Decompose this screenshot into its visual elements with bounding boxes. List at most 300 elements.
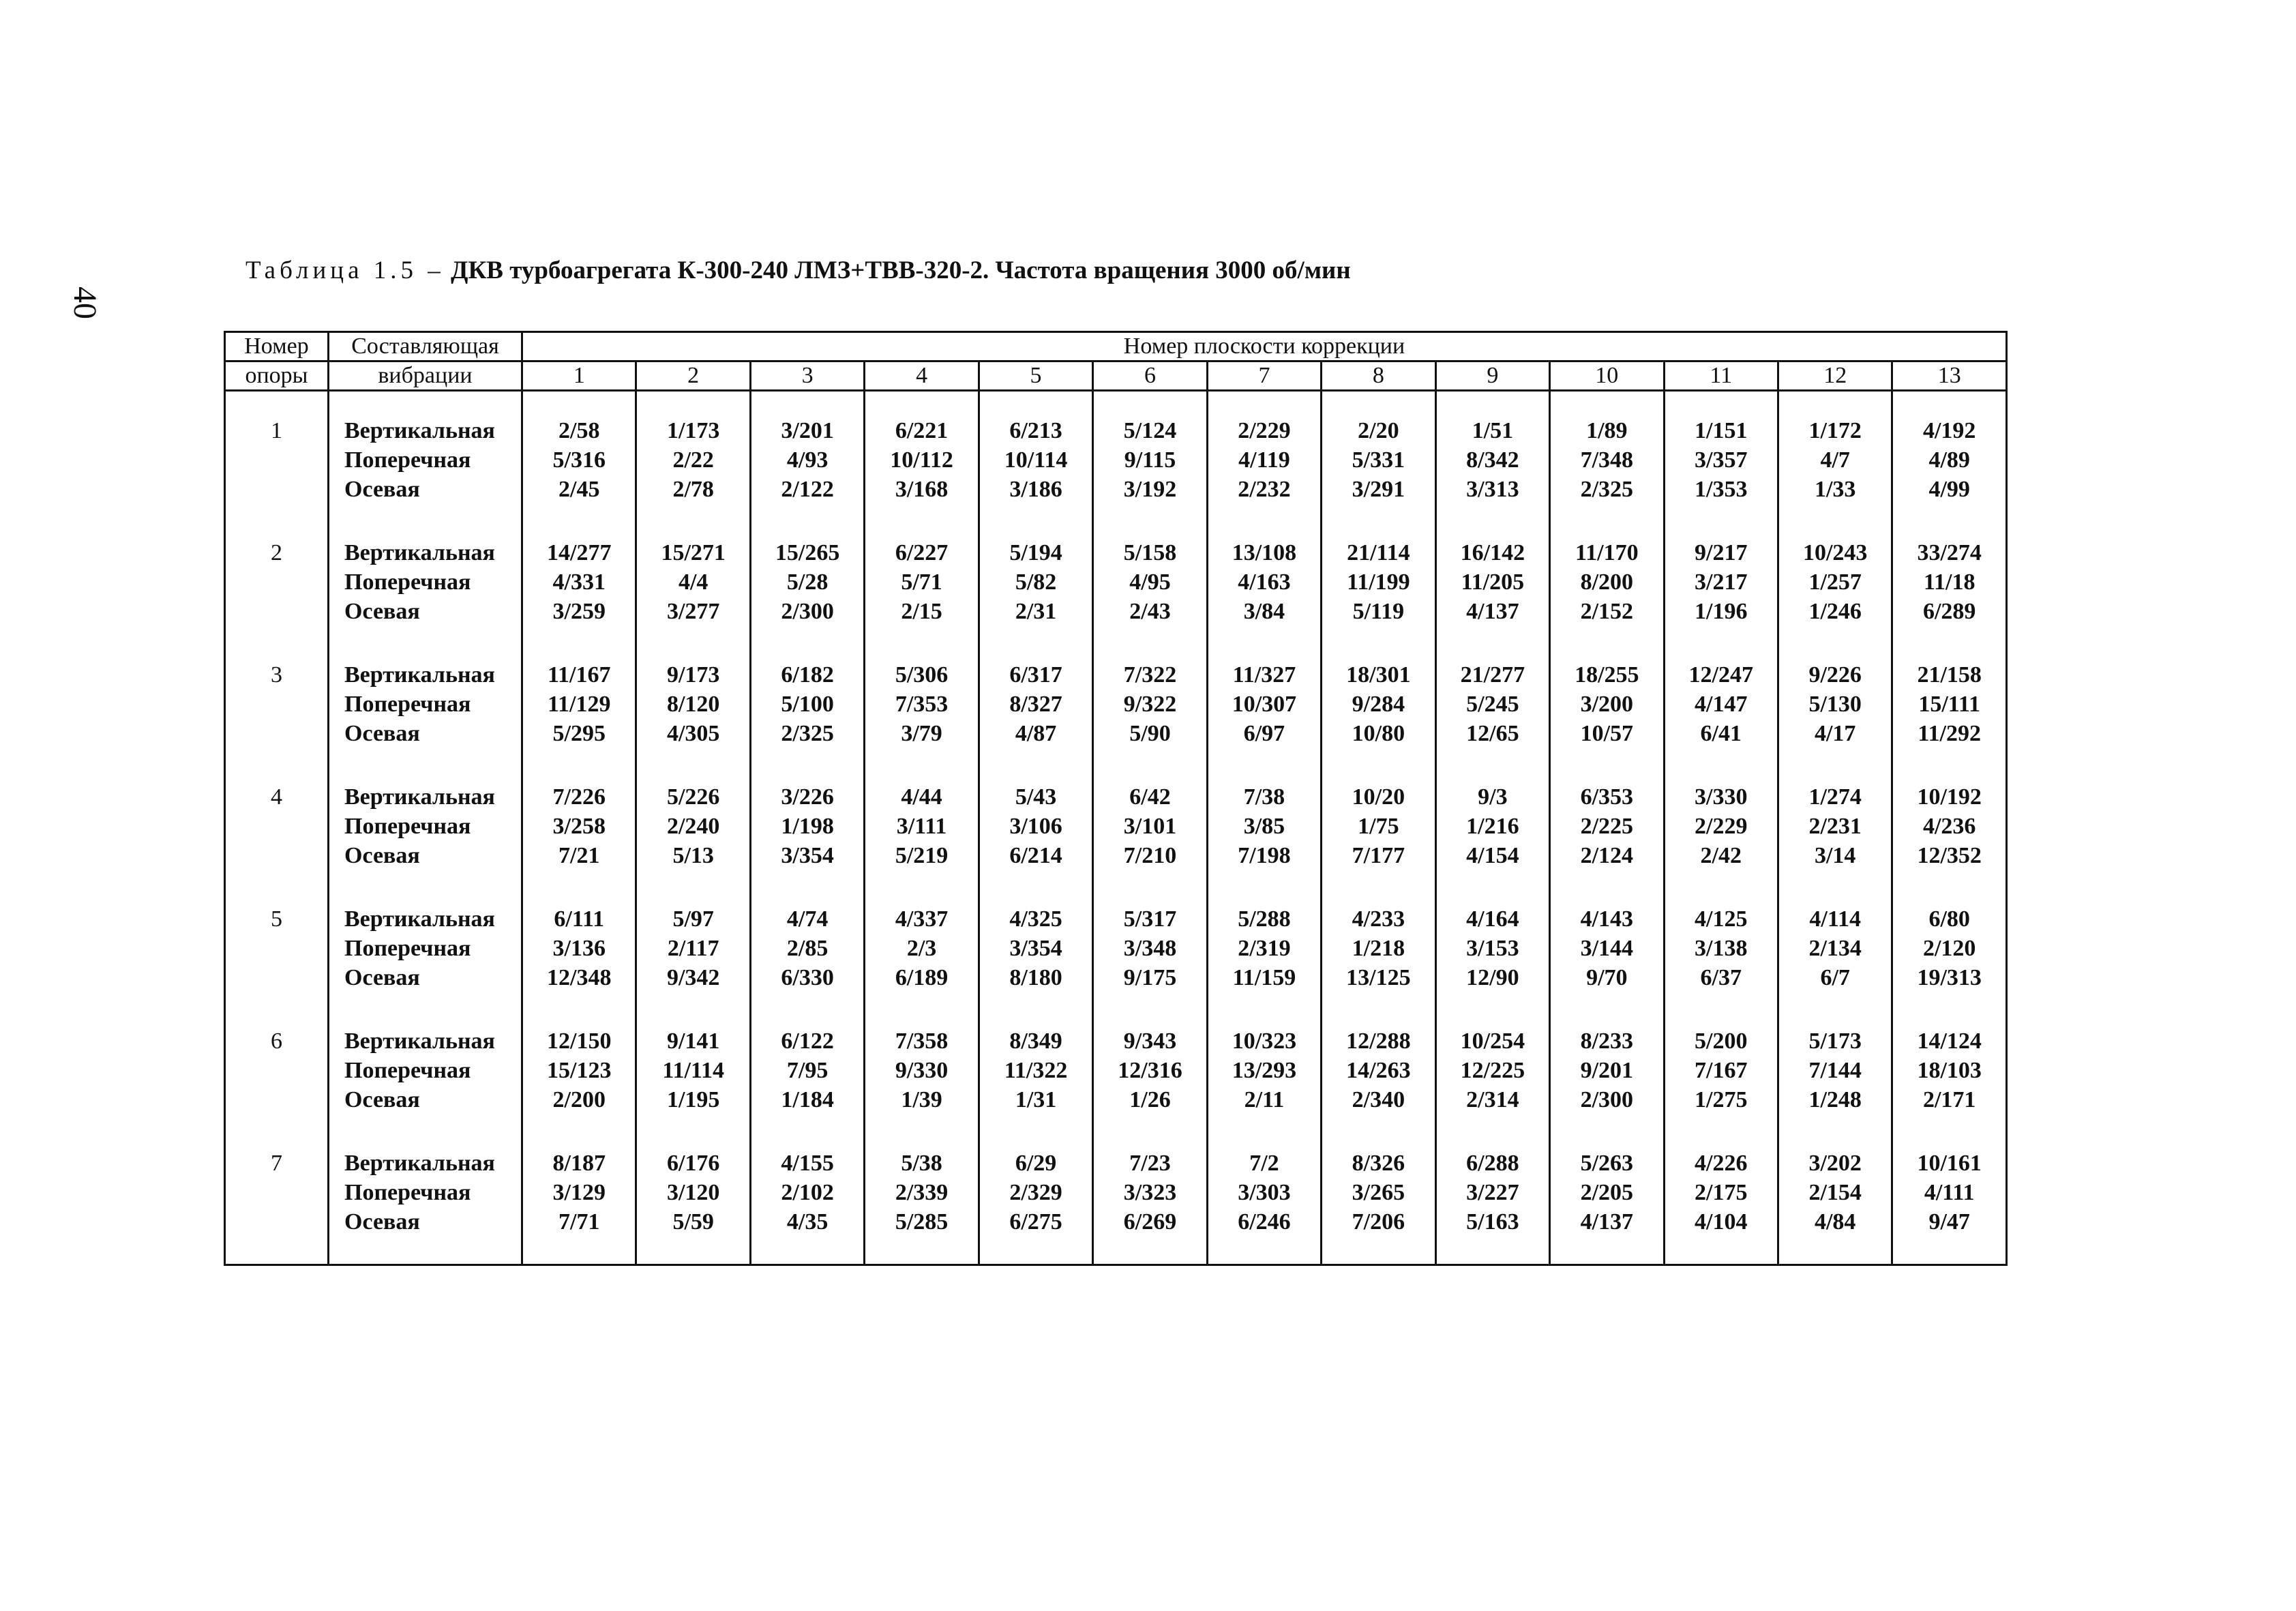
- vibration-value: 9/322: [1123, 692, 1177, 717]
- plane-cell: [1322, 1002, 1435, 1124]
- vibration-value: 2/300: [781, 599, 834, 624]
- plane-cell: [1664, 758, 1778, 880]
- vibration-value: 12/288: [1346, 1029, 1411, 1054]
- plane-cell: [1093, 1124, 1207, 1265]
- vibration-value: 4/226: [1695, 1151, 1748, 1176]
- vibration-value: 1/172: [1808, 418, 1862, 443]
- vibration-value: 15/111: [1918, 692, 1981, 717]
- vibration-value: 11/292: [1918, 721, 1981, 746]
- vibration-value: 5/173: [1808, 1029, 1862, 1054]
- plane-cell: [1892, 758, 2007, 880]
- vibration-value: 2/134: [1808, 936, 1862, 961]
- vibration-value: 2/229: [1238, 418, 1291, 443]
- vibration-value: 6/122: [781, 1029, 834, 1054]
- plane-cell: [522, 880, 636, 1002]
- vibration-value: 3/106: [1009, 814, 1062, 839]
- vibration-value: 3/186: [1009, 477, 1062, 502]
- vibration-value: 4/114: [1809, 906, 1861, 932]
- plane-cell: [865, 514, 979, 636]
- vibration-value: 4/119: [1238, 447, 1290, 473]
- vibration-value: 10/323: [1232, 1029, 1297, 1054]
- plane-cell: [636, 1124, 750, 1265]
- vibration-value: 4/137: [1466, 599, 1519, 624]
- vibration-value: 6/42: [1129, 784, 1171, 810]
- vibration-value: 2/45: [558, 477, 600, 502]
- vibration-value: 6/37: [1700, 965, 1742, 990]
- vibration-value: 2/205: [1580, 1180, 1634, 1205]
- vibration-value: 7/71: [558, 1209, 600, 1235]
- vibration-value: 13/108: [1232, 540, 1297, 565]
- vibration-value: 5/317: [1123, 906, 1177, 932]
- vibration-value: 18/255: [1575, 662, 1639, 688]
- component-label: Поперечная: [344, 814, 471, 839]
- plane-cell: [1778, 636, 1892, 758]
- vibration-value: 2/340: [1352, 1087, 1405, 1112]
- vibration-value: 5/263: [1580, 1151, 1634, 1176]
- vibration-value: 9/175: [1123, 965, 1177, 990]
- vibration-value: 4/99: [1928, 477, 1970, 502]
- vibration-value: 7/177: [1352, 843, 1405, 868]
- header-plane-2: 2: [636, 361, 750, 391]
- vibration-value: 11/205: [1461, 570, 1525, 595]
- vibration-value: 5/200: [1695, 1029, 1748, 1054]
- plane-cell: [1778, 514, 1892, 636]
- header-plane-11: 11: [1664, 361, 1778, 391]
- header-plane-7: 7: [1207, 361, 1321, 391]
- vibration-value: 10/57: [1580, 721, 1634, 746]
- vibration-value: 5/38: [901, 1151, 942, 1176]
- support-number: 3: [225, 636, 329, 758]
- vibration-value: 5/28: [786, 570, 829, 595]
- component-label: Вертикальная: [344, 906, 495, 932]
- plane-cell: [750, 1002, 864, 1124]
- plane-cell: [979, 758, 1092, 880]
- component-label: Поперечная: [344, 936, 471, 961]
- plane-cell: [1322, 758, 1435, 880]
- vibration-value: 13/293: [1232, 1058, 1297, 1083]
- table-row: [225, 514, 2007, 636]
- vibration-value: 5/163: [1466, 1209, 1519, 1235]
- vibration-value: 6/227: [895, 540, 949, 565]
- vibration-value: 11/129: [547, 692, 611, 717]
- vibration-value: 5/306: [895, 662, 949, 688]
- component-label: Осевая: [344, 721, 420, 746]
- vibration-value: 2/319: [1238, 936, 1291, 961]
- vibration-value: 7/21: [558, 843, 600, 868]
- plane-cell: [1550, 880, 1664, 1002]
- component-label: Вертикальная: [344, 784, 495, 810]
- vibration-value: 4/331: [552, 570, 606, 595]
- vibration-value: 2/232: [1238, 477, 1291, 502]
- table-row: [225, 880, 2007, 1002]
- vibration-value: 4/111: [1924, 1180, 1975, 1205]
- vibration-value: 6/213: [1009, 418, 1062, 443]
- vibration-value: 33/274: [1917, 540, 1982, 565]
- plane-cell: [522, 758, 636, 880]
- plane-cell: [865, 391, 979, 514]
- vibration-value: 4/95: [1129, 570, 1171, 595]
- vibration-value: 10/307: [1232, 692, 1297, 717]
- vibration-value: 3/153: [1466, 936, 1519, 961]
- vibration-value: 5/130: [1808, 692, 1862, 717]
- support-number: 5: [225, 880, 329, 1002]
- vibration-value: 6/317: [1009, 662, 1062, 688]
- plane-cell: [1550, 1124, 1664, 1265]
- vibration-value: 6/97: [1243, 721, 1285, 746]
- vibration-value: 12/65: [1466, 721, 1519, 746]
- vibration-value: 2/200: [552, 1087, 606, 1112]
- plane-cell: [1435, 1124, 1549, 1265]
- component-label: Поперечная: [344, 447, 471, 473]
- plane-cell: [1207, 880, 1321, 1002]
- vibration-value: 6/111: [554, 906, 605, 932]
- plane-cell: [636, 514, 750, 636]
- vibration-value: 4/305: [666, 721, 720, 746]
- vibration-value: 8/180: [1009, 965, 1062, 990]
- vibration-value: 4/89: [1928, 447, 1970, 473]
- plane-cell: [979, 1124, 1092, 1265]
- vibration-value: 4/164: [1466, 906, 1519, 932]
- vibration-value: 3/201: [781, 418, 834, 443]
- plane-cell: [1093, 391, 1207, 514]
- table-body: [225, 391, 2007, 1265]
- vibration-value: 1/51: [1472, 418, 1514, 443]
- vibration-value: 4/233: [1352, 906, 1405, 932]
- vibration-value: 2/102: [781, 1180, 834, 1205]
- vibration-value: 3/79: [901, 721, 942, 746]
- support-number: 1: [225, 391, 329, 514]
- vibration-value: 5/219: [895, 843, 949, 868]
- plane-cell: [1322, 514, 1435, 636]
- vibration-value: 10/192: [1917, 784, 1982, 810]
- vibration-value: 21/114: [1347, 540, 1410, 565]
- plane-cell: [1435, 880, 1549, 1002]
- vibration-value: 10/20: [1352, 784, 1405, 810]
- vibration-value: 7/348: [1580, 447, 1634, 473]
- plane-cell: [522, 1124, 636, 1265]
- vibration-value: 10/112: [890, 447, 953, 473]
- vibration-value: 9/173: [666, 662, 720, 688]
- vibration-value: 6/221: [895, 418, 949, 443]
- plane-cell: [979, 514, 1092, 636]
- plane-cell: [1207, 1002, 1321, 1124]
- vibration-value: 2/300: [1580, 1087, 1634, 1112]
- vibration-value: 5/13: [672, 843, 714, 868]
- vibration-value: 3/348: [1123, 936, 1177, 961]
- header-plane-13: 13: [1892, 361, 2007, 391]
- component-label: Вертикальная: [344, 1029, 495, 1054]
- vibration-value: 2/22: [672, 447, 714, 473]
- vibration-value: 5/288: [1238, 906, 1291, 932]
- table-caption: [245, 256, 1351, 285]
- plane-cell: [1664, 880, 1778, 1002]
- vibration-value: 3/226: [781, 784, 834, 810]
- vibration-value: 11/114: [662, 1058, 725, 1083]
- vibration-value: 8/326: [1352, 1151, 1405, 1176]
- vibration-value: 6/182: [781, 662, 834, 688]
- header-plane-10: 10: [1550, 361, 1664, 391]
- vibration-value: 2/329: [1009, 1180, 1062, 1205]
- vibration-value: 1/184: [781, 1087, 834, 1112]
- vibration-value: 9/342: [666, 965, 720, 990]
- support-number: 6: [225, 1002, 329, 1124]
- vibration-value: 2/15: [901, 599, 942, 624]
- plane-cell: [1778, 880, 1892, 1002]
- vibration-value: 4/17: [1814, 721, 1856, 746]
- vibration-value: 6/269: [1123, 1209, 1177, 1235]
- plane-cell: [1664, 391, 1778, 514]
- vibration-value: 2/154: [1808, 1180, 1862, 1205]
- vibration-value: 9/115: [1124, 447, 1176, 473]
- vibration-value: 14/277: [547, 540, 612, 565]
- vibration-value: 4/104: [1695, 1209, 1748, 1235]
- vibration-value: 7/38: [1243, 784, 1285, 810]
- vibration-value: 8/349: [1009, 1029, 1062, 1054]
- vibration-value: 3/129: [552, 1180, 606, 1205]
- vibration-value: 6/289: [1922, 599, 1976, 624]
- vibration-value: 7/353: [895, 692, 949, 717]
- vibration-value: 7/167: [1695, 1058, 1748, 1083]
- vibration-value: 6/214: [1009, 843, 1062, 868]
- vibration-value: 9/201: [1580, 1058, 1634, 1083]
- header-plane-title: Номер плоскости коррекции: [522, 332, 2007, 361]
- plane-cell: [636, 880, 750, 1002]
- vibration-value: 2/171: [1922, 1087, 1976, 1112]
- header-plane-6: 6: [1093, 361, 1207, 391]
- vibration-value: 3/354: [1009, 936, 1062, 961]
- plane-cell: [522, 1002, 636, 1124]
- plane-cell: [979, 880, 1092, 1002]
- vibration-value: 2/231: [1808, 814, 1862, 839]
- vibration-value: 9/47: [1928, 1209, 1970, 1235]
- vibration-value: 7/358: [895, 1029, 949, 1054]
- vibration-value: 10/254: [1460, 1029, 1525, 1054]
- header-plane-4: 4: [865, 361, 979, 391]
- component-label: Поперечная: [344, 1180, 471, 1205]
- vibration-value: 3/265: [1352, 1180, 1405, 1205]
- vibration-value: 4/236: [1922, 814, 1976, 839]
- plane-cell: [1093, 514, 1207, 636]
- vibration-value: 10/243: [1802, 540, 1868, 565]
- component-label: Осевая: [344, 1209, 420, 1235]
- plane-cell: [979, 636, 1092, 758]
- vibration-value: 7/206: [1352, 1209, 1405, 1235]
- component-label: Осевая: [344, 599, 420, 624]
- header-plane-1: 1: [522, 361, 636, 391]
- header-support-line2: опоры: [225, 361, 329, 391]
- vibration-value: 5/90: [1129, 721, 1171, 746]
- vibration-value: 3/120: [666, 1180, 720, 1205]
- vibration-value: 3/136: [552, 936, 606, 961]
- vibration-value: 2/58: [558, 418, 600, 443]
- vibration-value: 7/144: [1808, 1058, 1862, 1083]
- vibration-value: 7/322: [1123, 662, 1177, 688]
- plane-cell: [750, 758, 864, 880]
- plane-cell: [1550, 391, 1664, 514]
- vibration-value: 5/331: [1352, 447, 1405, 473]
- plane-cell: [1322, 1124, 1435, 1265]
- vibration-value: 3/168: [895, 477, 949, 502]
- component-label: Вертикальная: [344, 662, 495, 688]
- vibration-value: 1/33: [1814, 477, 1856, 502]
- vibration-value: 11/322: [1004, 1058, 1068, 1083]
- plane-cell: [1093, 880, 1207, 1002]
- vibration-value: 3/303: [1238, 1180, 1291, 1205]
- vibration-value: 9/226: [1808, 662, 1862, 688]
- component-label: Вертикальная: [344, 1151, 495, 1176]
- vibration-value: 5/316: [552, 447, 606, 473]
- vibration-value: 1/75: [1358, 814, 1399, 839]
- vibration-value: 5/100: [781, 692, 834, 717]
- vibration-value: 2/31: [1015, 599, 1057, 624]
- vibration-value: 2/175: [1695, 1180, 1748, 1205]
- header-component: Составляющая: [329, 332, 522, 361]
- vibration-value: 1/196: [1695, 599, 1748, 624]
- vibration-value: 16/142: [1460, 540, 1525, 565]
- vibration-value: 2/120: [1922, 936, 1976, 961]
- plane-cell: [1778, 1002, 1892, 1124]
- vibration-value: 2/3: [906, 936, 937, 961]
- plane-cell: [1664, 514, 1778, 636]
- vibration-value: 3/330: [1695, 784, 1748, 810]
- caption-title: ДКВ турбоагрегата К-300-240 ЛМЗ+ТВВ-320-2. Частота вращения 3000 об/мин: [451, 256, 1351, 284]
- vibration-value: 3/200: [1580, 692, 1634, 717]
- vibration-value: 4/7: [1820, 447, 1850, 473]
- plane-cell: [636, 758, 750, 880]
- vibration-value: 3/277: [666, 599, 720, 624]
- vibration-value: 11/170: [1575, 540, 1639, 565]
- vibration-value: 14/263: [1346, 1058, 1411, 1083]
- vibration-value: 4/87: [1015, 721, 1057, 746]
- vibration-value: 6/353: [1580, 784, 1634, 810]
- vibration-value: 7/23: [1129, 1151, 1171, 1176]
- component-label: Осевая: [344, 843, 420, 868]
- vibration-value: 7/95: [786, 1058, 829, 1083]
- plane-cell: [1550, 758, 1664, 880]
- vibration-value: 4/337: [895, 906, 949, 932]
- plane-cell: [1664, 1002, 1778, 1124]
- vibration-value: 9/330: [895, 1058, 949, 1083]
- plane-cell: [1892, 1002, 2007, 1124]
- vibration-value: 1/198: [781, 814, 834, 839]
- vibration-value: 8/187: [552, 1151, 606, 1176]
- vibration-value: 2/339: [895, 1180, 949, 1205]
- vibration-value: 2/122: [781, 477, 834, 502]
- vibration-value: 6/246: [1238, 1209, 1291, 1235]
- vibration-value: 2/240: [666, 814, 720, 839]
- vibration-value: 3/354: [781, 843, 834, 868]
- component-label: Поперечная: [344, 692, 471, 717]
- vibration-value: 2/117: [667, 936, 719, 961]
- vibration-value: 12/352: [1917, 843, 1982, 868]
- vibration-value: 2/124: [1580, 843, 1634, 868]
- vibration-value: 1/274: [1808, 784, 1862, 810]
- vibration-value: 1/353: [1695, 477, 1748, 502]
- vibration-value: 1/89: [1586, 418, 1628, 443]
- vibration-value: 6/330: [781, 965, 834, 990]
- vibration-value: 7/2: [1249, 1151, 1279, 1176]
- plane-cell: [865, 1124, 979, 1265]
- header-plane-5: 5: [979, 361, 1092, 391]
- vibration-value: 1/173: [666, 418, 720, 443]
- vibration-value: 6/288: [1466, 1151, 1519, 1176]
- plane-cell: [1892, 880, 2007, 1002]
- component-label: Поперечная: [344, 1058, 471, 1083]
- plane-cell: [865, 758, 979, 880]
- vibration-value: 3/85: [1243, 814, 1285, 839]
- component-label: Осевая: [344, 1087, 420, 1112]
- component-cell: [329, 880, 522, 1002]
- component-label: Поперечная: [344, 570, 471, 595]
- vibration-value: 11/199: [1347, 570, 1410, 595]
- vibration-value: 18/301: [1346, 662, 1411, 688]
- plane-cell: [1664, 636, 1778, 758]
- plane-cell: [522, 636, 636, 758]
- vibration-value: 1/151: [1695, 418, 1748, 443]
- vibration-value: 1/31: [1015, 1087, 1057, 1112]
- plane-cell: [1435, 758, 1549, 880]
- vibration-value: 5/295: [552, 721, 606, 746]
- component-cell: [329, 636, 522, 758]
- vibration-value: 3/227: [1466, 1180, 1519, 1205]
- caption-prefix: Таблица 1.5 –: [245, 256, 445, 284]
- plane-cell: [1207, 514, 1321, 636]
- vibration-value: 2/152: [1580, 599, 1634, 624]
- vibration-value: 2/11: [1244, 1087, 1285, 1112]
- vibration-value: 1/248: [1808, 1087, 1862, 1112]
- table-row: [225, 636, 2007, 758]
- vibration-value: 10/80: [1352, 721, 1405, 746]
- vibration-value: 11/159: [1232, 965, 1296, 990]
- support-number: 4: [225, 758, 329, 880]
- vibration-value: 4/74: [786, 906, 829, 932]
- vibration-value: 15/123: [547, 1058, 612, 1083]
- vibration-value: 1/246: [1808, 599, 1862, 624]
- plane-cell: [1207, 636, 1321, 758]
- vibration-value: 4/137: [1580, 1209, 1634, 1235]
- vibration-value: 5/97: [672, 906, 714, 932]
- component-label: Вертикальная: [344, 418, 495, 443]
- vibration-value: 5/119: [1352, 599, 1405, 624]
- vibration-value: 21/277: [1460, 662, 1525, 688]
- table-row: [225, 391, 2007, 514]
- table-row: [225, 1124, 2007, 1265]
- vibration-value: 19/313: [1917, 965, 1982, 990]
- header-row-planes: [225, 361, 2007, 391]
- header-plane-12: 12: [1778, 361, 1892, 391]
- vibration-value: 2/42: [1700, 843, 1742, 868]
- component-label: Осевая: [344, 965, 420, 990]
- vibration-value: 12/247: [1688, 662, 1753, 688]
- vibration-value: 6/29: [1015, 1151, 1057, 1176]
- component-cell: [329, 514, 522, 636]
- plane-cell: [522, 514, 636, 636]
- vibration-value: 2/325: [1580, 477, 1634, 502]
- plane-cell: [1207, 758, 1321, 880]
- vibration-value: 12/316: [1118, 1058, 1182, 1083]
- vibration-value: 8/233: [1580, 1029, 1634, 1054]
- vibration-value: 10/114: [1004, 447, 1068, 473]
- plane-cell: [979, 1002, 1092, 1124]
- header-row-top: [225, 332, 2007, 361]
- vibration-value: 18/103: [1917, 1058, 1982, 1083]
- vibration-value: 1/26: [1129, 1087, 1171, 1112]
- vibration-value: 5/285: [895, 1209, 949, 1235]
- vibration-value: 2/314: [1466, 1087, 1519, 1112]
- component-cell: [329, 1002, 522, 1124]
- support-number: 7: [225, 1124, 329, 1265]
- vibration-value: 11/327: [1232, 662, 1296, 688]
